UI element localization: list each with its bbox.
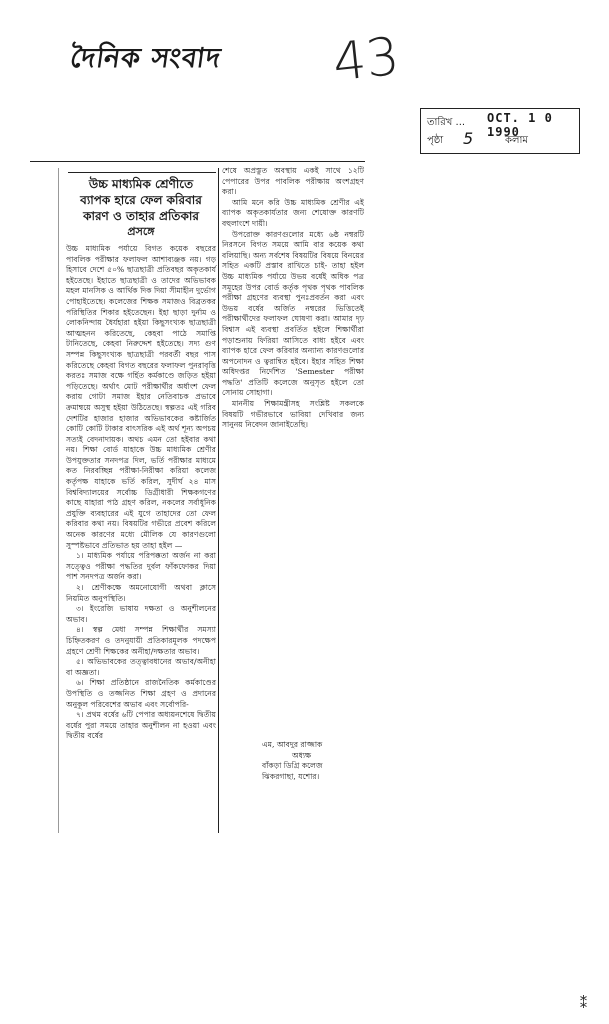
stamp-page-value: 5: [463, 129, 474, 148]
body-paragraph: উপরোক্ত কারণগুলোর মধ্যে ৬ষ্ঠ নম্বরটি নিরসনে বিগত সময়ে আমি বার কয়েক কথা বলিয়াছি। অন্য সর্বশেষ বিষয়টির বিষয়ে বিনয়ের সহিত একটি প্রস্তাব রাখিতে চাই- তাহা হইল উচ্চ মাধ্যমিক পর্যায়ে উভয় বর্ষেই অধিক পত্র সমূহের উপর বোর্ড কর্তৃক পৃথক পৃথক পাবলিক পরীক্ষা গ্রহণের ব্যবস্থা পুনঃপ্রবর্তন করা এবং উভয় বর্ষের অর্জিত নম্বরের ভিত্তিতেই পরীক্ষার্থীদের ফলাফল ঘোষণা করা। আমার দৃঢ় বিশ্বাস এই ব্যবস্থা প্রবর্তিত হইলে শিক্ষার্থীরা পড়াশুনায় ফিরিয়া আসিতে বাধ্য হইবে এবং ব্যাপক হারে ফেল করিবার অন্যান্য কারণগুলোর অপনোদন ও ত্বরান্বিত হইবে। ইহার সহিত শিক্ষা অধিদপ্তর নির্দেশিত 'Semester পরীক্ষা পদ্ধতি' প্রতিটি কলেজে অনুসৃত হইলে তো সোনায় সোহাগা।: [222, 229, 364, 398]
headline-line-3: কারণ ও তাহার প্রতিকার: [83, 209, 199, 223]
reason-item: ৩। ইংরেজি ভাষায় দক্ষতা ও অনুশীলনের অভাব।: [66, 604, 216, 624]
author-signature-block: [262, 740, 372, 782]
reason-item: ৫। অভিভাবকের তত্ত্বাবধানের অভাব/অনীহা বা অজ্ঞতা।: [66, 657, 216, 677]
body-paragraph: উচ্চ মাধ্যমিক পর্যায়ে বিগত কয়েক বছরের পাবলিক পরীক্ষার ফলাফল আশাব্যঞ্জক নয়। গড় হিসাবে দেশে ৫০% ছাত্রছাত্রী প্রতিবছর অকৃতকার্য হইতেছে। ইহাতে ছাত্রছাত্রী ও তাদের অভিভাবক মহল মানসিক ও আর্থিক দিক দিয়া সীমাহীন দুর্ভোগ পোহাইতেছে। কলেজের শিক্ষক সমাজও বিব্রতকর পরিস্থিতির শিকার হইতেছেন। ইহা ছাড়া দুর্নাম ও লোকনিন্দায় ধৈর্যহারা হইয়া কিছুসংখ্যক ছাত্রছাত্রী আত্মহনন করিতেছে, কেহবা পাঠে সমাপ্তি টানিতেছে, কেহবা নিরুদ্দেশ হইতেছে। সদ্য গুণ সম্পন্ন কিছুসংখ্যক ছাত্রছাত্রী পরবর্তী বছর পাস করিতেছে কেহবা বিগত বছরের ফলাফল পুনরাবৃত্তি করতঃ সমাজ বক্ষে গর্হিত কর্মকাণ্ডে জড়িত হইয়া পড়িতেছে। অর্থাৎ মোট পরীক্ষার্থীর অর্ধাংশ ফেল করায় গোটা সমাজ ইহার নেতিবাচক প্রভাবে ক্রমাম্বয়ে অসুস্থ হইয়া উঠিতেছে। স্বল্পতঃ এই গরিব দেশটির হাজার হাজার অভিভাবকের কষ্টার্জিত কোটি কোটি টাকার বাৎসরিক এই অর্থ শূন্য অপচয় সত্যই বেদনাদায়ক। অথচ এমন তো হইবার কথা নয়। শিক্ষা বোর্ড যাহাকে উচ্চ মাধ্যমিক শ্রেণীর উপযুক্ততার সনদপত্র দিল, ভর্তি পরীক্ষার মাধ্যমে কত নিরবচ্ছিন্ন পরীক্ষা-নিরীক্ষা করিয়া কলেজ কর্তৃপক্ষ যাহাকে ভর্তি করিল, সুদীর্ঘ ২৪ মাস বিশ্ববিদ্যালয়ের সর্বোচ্চ ডিগ্রীধারী শিক্ষকগণের কাছে যাহারা পাঠ গ্রহণ করিল, নকলের সর্বাধুনিক প্রযুক্তি ব্যবহারের এই যুগে তাহাদের তো ফেল করিবার কথা নয়। বিষয়টির গভীরে প্রবেশ করিলে অনেক কারণের মধ্যে মৌলিক যে কারণগুলো সুস্পষ্টভাবে প্রতিভাত হয় তাহা হইল —: [66, 244, 216, 550]
author-name: এম, আবদুর রাজ্জাক: [262, 740, 323, 749]
headline-line-1: উচ্চ মাধ্যমিক শ্রেণীতে: [88, 177, 194, 191]
article-right-column: [222, 166, 364, 431]
column-divider: [218, 168, 219, 833]
reason-item: ৪। স্বল্প মেধা সম্পন্ন শিক্ষার্থীর সমস্যা চিহ্নিতকরণ ও তদনুযায়ী প্রতিকারমূলক পদক্ষেপ গ্রহণে শ্রেণী শিক্ষকের অনীহা/দক্ষতার অভাব।: [66, 625, 216, 656]
clipping-left-edge: [58, 168, 59, 833]
reason-item: ২। শ্রেণীকক্ষে অমনোযোগী অথবা ক্লাসে নিয়মিত অনুপস্থিতি।: [66, 583, 216, 603]
author-institution: বাঁকড়া ডিগ্রি কলেজ: [262, 761, 323, 771]
reason-item: ১। মাধ্যমিক পর্যায়ে পরিপক্কতা অর্জন না করা সত্ত্বেও পরীক্ষা পদ্ধতির দুর্বল ফাঁকফোকর দিয়া পাশ সনদপত্র অর্জন করা।: [66, 551, 216, 582]
newspaper-masthead: দৈনিক সংবাদ: [68, 43, 224, 74]
headline-line-4: প্রসঙ্গে: [127, 225, 155, 238]
stamp-date-value: OCT. 1 0 1990: [487, 111, 553, 139]
reason-item: ৬। শিক্ষা প্রতিষ্ঠানে রাজনৈতিক কর্মকাণ্ডের উপস্থিতি ও তজ্জনিত শিক্ষা গ্রহণ ও প্রদানের অনুকূল পরিবেশের অভাব এবং সর্বোপরি-: [66, 678, 216, 709]
author-location: ঝিকরগাছা, যশোর।: [262, 771, 320, 781]
stamp-column-label: কলাম: [505, 135, 528, 146]
body-paragraph: আমি মনে করি উচ্চ মাধ্যমিক শ্রেণীর এই ব্যাপক অকৃতকার্যতার জন্য শেষোক্ত কারণটি বহুলাংশে দায়ী।: [222, 197, 364, 228]
archive-date-stamp: [420, 108, 580, 154]
article-left-column: [66, 244, 216, 742]
author-title: অধ্যক্ষ: [292, 750, 312, 760]
headline-box-top: [68, 172, 216, 173]
stamp-date-label: তারিখ ...: [427, 117, 466, 128]
clipping-top-rule: [30, 161, 365, 162]
corner-scan-mark: ⁑: [580, 996, 587, 1012]
body-paragraph: শেষে অপ্রস্তুত অবস্থায় একই সাথে ১২টি পেপারের উপর পাবলিক পরীক্ষায় অংশগ্রহণ করা।: [222, 166, 364, 197]
body-paragraph: মাননীয় শিক্ষামন্ত্রীসহ সংশ্লিষ্ট সকলকে বিষয়টি গভীরভাবে ভাবিয়া দেখিবার জন্য সানুনয় নিবেদন জানাইতেছি।: [222, 399, 364, 430]
handwritten-archive-number: 43: [330, 26, 403, 94]
reason-item: ৭। প্রথম বর্ষের ৬টি পেপার অধ্যয়নশেষে দ্বিতীয় বর্ষের পুরা সময়ে তাহার অনুশীলন না হওয়া এবং দ্বিতীয় বর্ষের: [66, 710, 216, 741]
headline-line-2: ব্যাপক হারে ফেল করিবার: [80, 193, 202, 207]
stamp-page-label: পৃষ্ঠা: [427, 135, 444, 146]
article-headline: [66, 176, 216, 239]
